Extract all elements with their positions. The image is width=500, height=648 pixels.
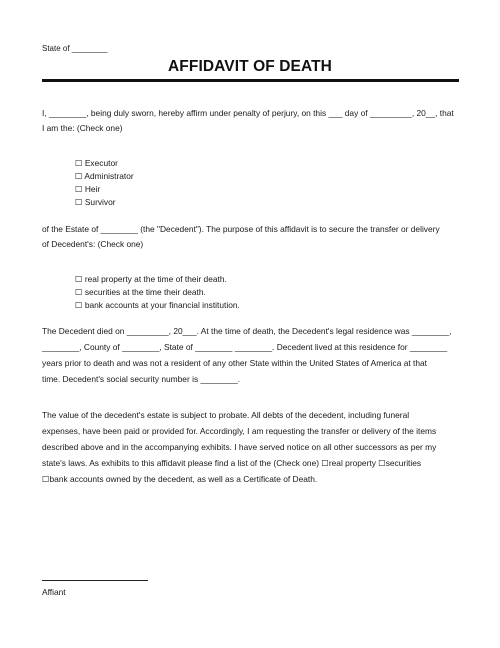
estate-line: of Decedent's: (Check one): [42, 239, 144, 249]
document-title: AFFIDAVIT OF DEATH: [168, 58, 332, 75]
estate-value-line: state's laws. As exhibits to this affidavit please find a list of the (Check one) ☐real property ☐securities: [42, 458, 422, 468]
asset-checkbox-securities[interactable]: ☐ securities at the time their death.: [75, 287, 206, 297]
title-divider: [42, 79, 459, 82]
estate-value-line: described above and in the accompanying exhibits. I have served notice on all other successors as per my: [42, 442, 437, 452]
estate-value-line: expenses, have been paid or provided for. Accordingly, I am requesting the transfer or delivery of the items: [42, 426, 437, 436]
role-checkbox-executor[interactable]: ☐ Executor: [75, 158, 118, 168]
signature-line[interactable]: [42, 580, 148, 581]
intro-line: I, ________, being duly sworn, hereby affirm under penalty of perjury, on this ___ day of _________, 20__, that: [42, 108, 454, 118]
death-paragraph-line: The Decedent died on _________, 20___. At the time of death, the Decedent's legal residence was ________,: [42, 326, 452, 336]
death-paragraph-line: time. Decedent's social security number is ________.: [42, 374, 241, 384]
asset-checkbox-bank-accounts[interactable]: ☐ bank accounts at your financial institution.: [75, 300, 240, 310]
asset-checkbox-real-property[interactable]: ☐ real property at the time of their death.: [75, 274, 227, 284]
role-checkbox-heir[interactable]: ☐ Heir: [75, 184, 101, 194]
death-paragraph-line: years prior to death and was not a resident of any other State within the United States of America at that: [42, 358, 428, 368]
role-checkbox-administrator[interactable]: ☐ Administrator: [75, 171, 134, 181]
estate-value-line: The value of the decedent's estate is subject to probate. All debts of the decedent, including funeral: [42, 410, 410, 420]
role-checkbox-survivor[interactable]: ☐ Survivor: [75, 197, 116, 207]
estate-line: of the Estate of ________ (the "Decedent"). The purpose of this affidavit is to secure the transfer or delivery: [42, 224, 440, 234]
estate-value-line: ☐bank accounts owned by the decedent, as well as a Certificate of Death.: [42, 474, 318, 484]
death-paragraph-line: ________, County of ________, State of ________ ________. Decedent lived at this residence for ________: [42, 342, 448, 352]
signature-label: Affiant: [42, 587, 66, 597]
intro-line: I am the: (Check one): [42, 123, 123, 133]
state-line: State of ________: [42, 44, 108, 53]
